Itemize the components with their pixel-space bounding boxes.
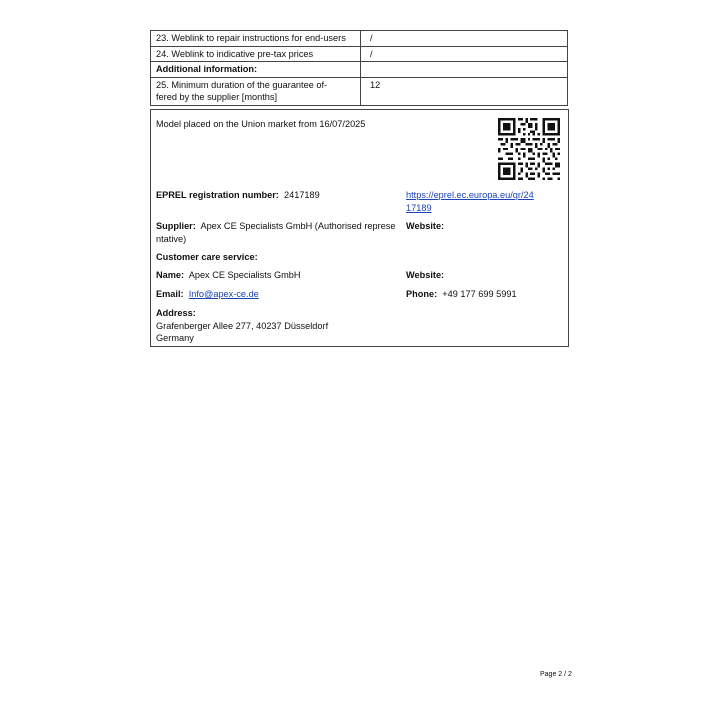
row-value: 12 (361, 77, 568, 105)
page-number: Page 2 / 2 (540, 671, 572, 678)
phone-label: Phone: (406, 289, 438, 299)
row-label-line: 25. Minimum duration of the guarantee of- (156, 79, 328, 90)
address-line: Grafenberger Allee 277, 40237 Düsseldorf (156, 320, 329, 331)
row-label (151, 77, 361, 105)
table-row (151, 31, 568, 47)
customer-care-heading: Customer care service: (156, 252, 258, 262)
table-row (151, 77, 568, 105)
name-value: Apex CE Specialists GmbH (188, 270, 301, 280)
cc-website-label: Website: (406, 270, 445, 280)
section-heading: Additional information: (151, 62, 361, 78)
name-label: Name: (156, 270, 185, 280)
table-row (151, 46, 568, 62)
eprel-label: EPREL registration number: (156, 190, 279, 200)
phone-value: +49 177 699 5991 (442, 289, 517, 299)
email-label: Email: (156, 289, 184, 299)
row-label-line: fered by the supplier [months] (156, 92, 278, 102)
row-label: 23. Weblink to repair instructions for end-users (151, 31, 361, 47)
supplier-label: Supplier: (156, 221, 196, 231)
supplier-website-label: Website: (406, 221, 445, 231)
supplier-value: Apex CE Specialists GmbH (Authorised represe (200, 221, 396, 231)
eprel-row (156, 189, 320, 202)
row-value: / (361, 46, 568, 62)
supplier-value-cont: ntative) (156, 233, 187, 244)
product-info-table (150, 30, 568, 106)
row-value (361, 62, 568, 78)
address-label: Address: (156, 308, 196, 318)
table-row (151, 62, 568, 78)
eprel-link-line[interactable]: https://eprel.ec.europa.eu/qr/24 (406, 190, 534, 200)
cc-name-row (156, 269, 301, 282)
cc-phone-row (406, 288, 517, 301)
eprel-link[interactable] (406, 189, 534, 214)
supplier-row (156, 220, 396, 245)
email-link[interactable]: Info@apex-ce.de (188, 289, 259, 299)
eprel-value: 2417189 (283, 190, 320, 200)
eprel-link-line[interactable]: 17189 (406, 202, 432, 213)
qr-code-icon (498, 118, 560, 180)
market-date-text: Model placed on the Union market from 16/07/2025 (156, 119, 366, 129)
row-value: / (361, 31, 568, 47)
address-block (156, 307, 328, 345)
supplier-info-box (150, 109, 569, 347)
address-line: Germany (156, 333, 194, 343)
cc-email-row (156, 288, 259, 301)
row-label: 24. Weblink to indicative pre-tax prices (151, 46, 361, 62)
